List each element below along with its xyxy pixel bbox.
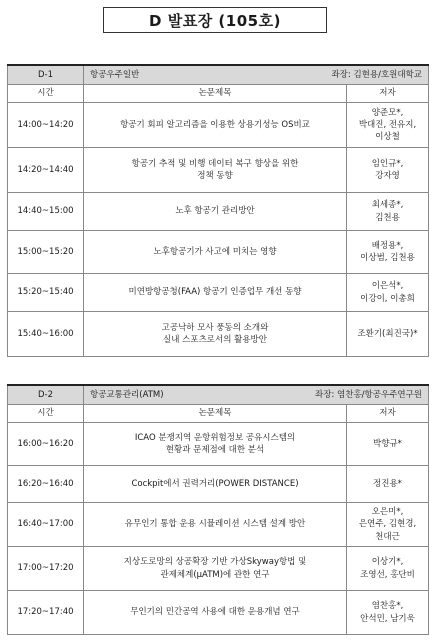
session-table-d2 <box>7 384 429 635</box>
authors-cell <box>347 148 429 193</box>
paper-title-line: 항공기 추적 및 비행 데이터 복구 향상을 위한 <box>131 158 299 169</box>
author-line: 조영선, 홍단비 <box>360 569 415 580</box>
paper-title-line: ICAO 분쟁지역 운항위험정보 공유시스템의 <box>134 432 296 443</box>
author-line: 은연주, 김현경, <box>358 519 417 530</box>
time-cell: 16:00~16:20 <box>8 423 84 466</box>
paper-title-line: 현황과 문제점에 대한 분석 <box>165 445 265 455</box>
author-line: 배정용*, <box>371 240 404 251</box>
author-line: 이상범, 김천용 <box>360 253 415 263</box>
paper-title-line: 무인기의 민간공역 사용에 대한 운용개념 연구 <box>130 607 300 618</box>
author-line: 박향규* <box>373 438 402 449</box>
paper-title <box>84 591 347 635</box>
author-line: 이상철 <box>375 132 400 143</box>
time-cell: 15:40~16:00 <box>8 312 84 357</box>
authors-cell <box>347 503 429 547</box>
authors-cell <box>347 466 429 503</box>
table-row <box>8 503 429 547</box>
paper-title-line: 노후 항공기 관리방안 <box>175 206 255 217</box>
session-code: D-1 <box>8 65 84 85</box>
author-line: 이강이, 이총희 <box>360 293 415 304</box>
authors-cell <box>347 547 429 591</box>
paper-title-line: 관제체계(μATM)에 관한 연구 <box>160 569 270 580</box>
table-row <box>8 466 429 503</box>
table-row <box>8 148 429 193</box>
table-row <box>8 274 429 312</box>
col-time-header: 시간 <box>8 405 84 423</box>
paper-title <box>84 193 347 231</box>
paper-title <box>84 274 347 312</box>
author-line: 이은석*, <box>371 281 404 292</box>
time-cell: 15:20~15:40 <box>8 274 84 312</box>
paper-title-line: 지상도로망의 상공확장 기반 가상Skyway항법 및 <box>123 557 307 568</box>
session-table-d1 <box>7 64 429 357</box>
paper-title <box>84 466 347 503</box>
paper-title-line: Cockpit에서 권력거리(POWER DISTANCE) <box>131 478 299 489</box>
authors-cell <box>347 423 429 466</box>
paper-title <box>84 148 347 193</box>
session-info <box>84 385 429 405</box>
author-line: 임인규*, <box>371 158 404 169</box>
table-row <box>8 231 429 274</box>
author-line: 최세종*, <box>371 200 404 211</box>
paper-title-line: 유무인기 통합 운용 시뮬레이션 시스템 설계 방안 <box>124 519 306 530</box>
col-paper-header: 논문제목 <box>84 85 347 103</box>
paper-title-line: 미연방항공청(FAA) 항공기 인증업무 개선 동향 <box>128 287 302 298</box>
session-code: D-2 <box>8 385 84 405</box>
paper-title <box>84 423 347 466</box>
author-line: 염찬홍*, <box>371 601 404 612</box>
paper-title <box>84 312 347 357</box>
session-topic: 항공우주일반 <box>90 69 140 80</box>
paper-title <box>84 103 347 148</box>
author-line: 조환기(최진국)* <box>357 328 418 339</box>
authors-cell <box>347 274 429 312</box>
session-chair: 좌장: 김현용/호원대학교 <box>331 69 423 80</box>
author-line: 이상기*, <box>371 557 404 568</box>
page-title: D 발표장 (105호) <box>103 7 327 33</box>
authors-cell <box>347 103 429 148</box>
time-cell: 14:00~14:20 <box>8 103 84 148</box>
time-cell: 16:20~16:40 <box>8 466 84 503</box>
col-paper-header: 논문제목 <box>84 405 347 423</box>
authors-cell <box>347 312 429 357</box>
col-time-header: 시간 <box>8 85 84 103</box>
session-header <box>8 385 429 405</box>
author-line: 양준모*, <box>371 107 404 118</box>
col-authors-header: 저자 <box>347 85 429 103</box>
table-row <box>8 423 429 466</box>
authors-cell <box>347 591 429 635</box>
table-row <box>8 547 429 591</box>
table-row <box>8 103 429 148</box>
table-row <box>8 193 429 231</box>
paper-title-line: 정책 동향 <box>197 171 233 181</box>
time-cell: 14:20~14:40 <box>8 148 84 193</box>
author-line: 오은미*, <box>371 507 404 518</box>
time-cell: 16:40~17:00 <box>8 503 84 547</box>
time-cell: 14:40~15:00 <box>8 193 84 231</box>
author-line: 천대근 <box>375 531 400 542</box>
authors-cell <box>347 231 429 274</box>
time-cell: 17:00~17:20 <box>8 547 84 591</box>
paper-title <box>84 231 347 274</box>
session-header <box>8 65 429 85</box>
table-row <box>8 591 429 635</box>
table-row <box>8 312 429 357</box>
session-topic: 항공교통관리(ATM) <box>90 389 164 400</box>
author-line: 강자영 <box>375 171 400 181</box>
paper-title-line: 노후항공기가 사고에 미치는 영향 <box>153 246 277 257</box>
column-header-row <box>8 405 429 423</box>
column-header-row <box>8 85 429 103</box>
author-line: 정진용* <box>373 478 402 489</box>
time-cell: 17:20~17:40 <box>8 591 84 635</box>
paper-title <box>84 547 347 591</box>
author-line: 박대진, 전유지, <box>358 119 417 130</box>
col-authors-header: 저자 <box>347 405 429 423</box>
paper-title-line: 실내 스포츠로서의 활용방안 <box>163 335 267 345</box>
session-info <box>84 65 429 85</box>
author-line: 김천용 <box>375 212 400 223</box>
paper-title <box>84 503 347 547</box>
author-line: 안석민, 남기욱 <box>360 613 415 624</box>
time-cell: 15:00~15:20 <box>8 231 84 274</box>
authors-cell <box>347 193 429 231</box>
session-chair: 좌장: 염찬홍/항공우주연구원 <box>315 389 422 400</box>
paper-title-line: 항공기 회피 알고리즘을 이용한 상용기성능 OS비교 <box>120 119 310 130</box>
paper-title-line: 고공낙하 모사 풍동의 소개와 <box>161 322 269 333</box>
